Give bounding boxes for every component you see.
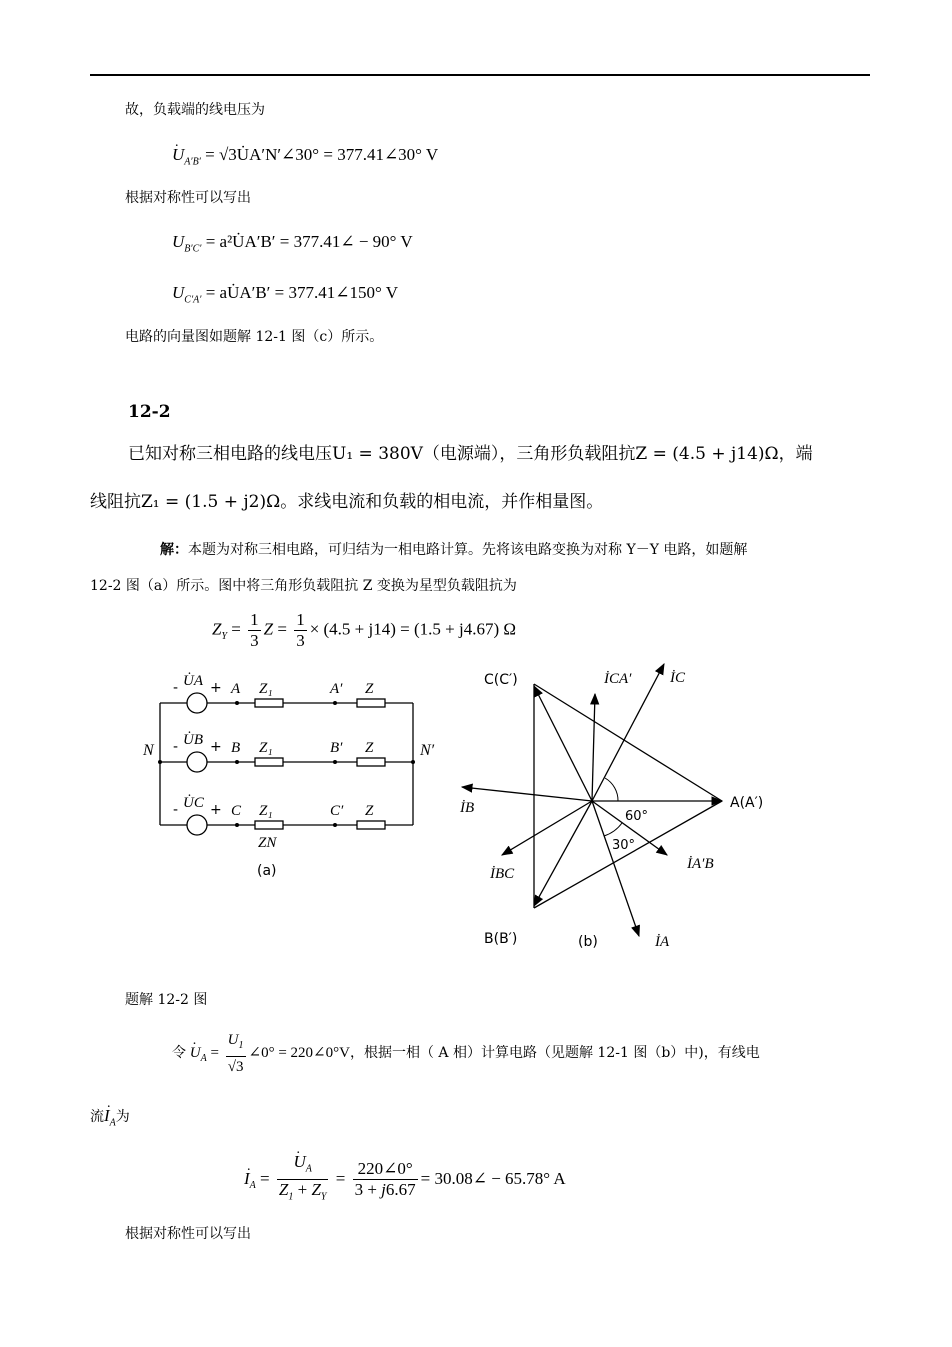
ling-text: 令 bbox=[172, 1044, 186, 1061]
current-ib-label: İB bbox=[460, 800, 475, 816]
solution-label: 解： bbox=[160, 542, 188, 558]
current-iab-label: İA′B bbox=[687, 856, 714, 872]
vertex-c-label: C(C′) bbox=[484, 672, 518, 688]
z-label-c: Z bbox=[365, 803, 374, 819]
zn-label: ZN bbox=[258, 835, 277, 851]
node-bprime-label: B′ bbox=[330, 740, 343, 756]
plus-sign-b: + bbox=[210, 739, 222, 755]
equation-uab: . $U_{A'B'}$ = √3U̇A′N′∠30° = 377.41∠30° V bbox=[172, 143, 438, 174]
equation-zy: $Z_Y$ = $\frac{1}{3}$ Z = $\frac{1}{3}$ × (4.5 + j14) = (1.5 + j4.67) Ω bbox=[212, 610, 517, 650]
angle-30-label: 30° bbox=[612, 838, 636, 853]
minus-sign-b: - bbox=[173, 739, 179, 755]
equation-ubc-rhs: = a²U̇A′B′ = 377.41∠ − 90° V bbox=[205, 232, 413, 251]
vertex-b-label: B(B′) bbox=[484, 931, 518, 947]
node-nprime-label: N′ bbox=[420, 742, 435, 759]
angle-60-label: 60° bbox=[625, 809, 649, 824]
text-line-current: 流. $I_A$为 bbox=[90, 1104, 130, 1135]
phasor-diagram bbox=[452, 650, 792, 955]
text-line-load-voltage: 故，负载端的线电压为 bbox=[125, 102, 265, 118]
equation-uca: $U_{C'A'}$ = aU̇A′B′ = 377.41∠150° V bbox=[172, 283, 398, 306]
plus-sign-c: + bbox=[210, 802, 222, 818]
header-rule bbox=[90, 74, 870, 76]
current-ica-label: İCA′ bbox=[604, 671, 632, 687]
current-ibc-label: İBC bbox=[490, 866, 515, 882]
z-label-b: Z bbox=[365, 740, 374, 756]
node-n-label: N bbox=[143, 742, 154, 759]
z-label-a: Z bbox=[365, 681, 374, 697]
equation-ua-rhs: ∠0° = 220∠0°V bbox=[248, 1044, 350, 1061]
equation-ia-rhs: = 30.08∠ − 65.78° A bbox=[420, 1168, 566, 1188]
node-c-label: C bbox=[231, 803, 242, 819]
equation-uab-rhs: = √3U̇A′N′∠30° = 377.41∠30° V bbox=[205, 145, 439, 164]
source-ub-label: U̇B bbox=[183, 732, 203, 748]
equation-ia: . $I_A$ = . $\frac{U_A}{Z_1 + Z_Y}$ = $\frac{220\angle 0^\circ}{3 + j6.67}$ = 30.08∠ − 65.78° A bbox=[244, 1152, 566, 1208]
equation-ubc: $U_{B'C'}$ = a²U̇A′B′ = 377.41∠ − 90° V bbox=[172, 232, 413, 255]
plus-sign-a: + bbox=[210, 680, 222, 696]
text-line-vector-figure: 电路的向量图如题解 12-1 图（c）所示。 bbox=[125, 329, 384, 345]
vertex-a-label: A(A′) bbox=[730, 795, 764, 811]
node-b-label: B bbox=[231, 740, 241, 756]
node-aprime-label: A′ bbox=[330, 681, 343, 697]
figure-b-caption: (b) bbox=[578, 934, 598, 950]
figure-caption: 题解 12-2 图 bbox=[125, 992, 208, 1008]
text-line-one-phase: ，根据一相（ A 相）计算电路（见题解 12-1 图（b）中)，有线电 bbox=[349, 1044, 760, 1061]
equation-uca-rhs: = aU̇A′B′ = 377.41∠150° V bbox=[205, 283, 398, 302]
node-cprime-label: C′ bbox=[330, 803, 344, 819]
solution-line-1 bbox=[160, 540, 747, 560]
source-ua-label: U̇A bbox=[183, 673, 203, 689]
current-ia-label: İA bbox=[655, 934, 670, 950]
node-a-label: A bbox=[231, 681, 241, 697]
question-line-2: 线阻抗Z₁ = (1.5 + j2)Ω。求线电流和负载的相电流，并作相量图。 bbox=[90, 492, 604, 512]
minus-sign-c: - bbox=[173, 802, 179, 818]
z1-label-b: Z₁ bbox=[259, 740, 273, 756]
question-line-1: 已知对称三相电路的线电压U₁ = 380V（电源端），三角形负载阻抗Z = (4.5 + j14)Ω，端 bbox=[128, 444, 813, 464]
circuit-diagram bbox=[135, 655, 445, 885]
text-line-symmetry-2: 根据对称性可以写出 bbox=[125, 1226, 251, 1242]
figure-a-caption: (a) bbox=[257, 863, 277, 879]
solution-line-2: 12-2 图（a）所示。图中将三角形负载阻抗 Z 变换为星型负载阻抗为 bbox=[90, 578, 517, 594]
current-ic-label: İC bbox=[670, 670, 685, 686]
z1-label-c: Z₁ bbox=[259, 803, 273, 819]
solution-text-1: 本题为对称三相电路，可归结为一相电路计算。先将该电路变换为对称 Y－Y 电路，如题解 bbox=[188, 542, 748, 558]
source-uc-label: U̇C bbox=[183, 795, 204, 811]
section-heading: 12-2 bbox=[128, 402, 171, 422]
text-wei: 为 bbox=[115, 1109, 130, 1125]
minus-sign-a: - bbox=[173, 680, 179, 696]
z1-label-a: Z₁ bbox=[259, 681, 273, 697]
equation-zy-rhs: × (4.5 + j14) = (1.5 + j4.67) Ω bbox=[309, 619, 517, 639]
equation-ua-line: 令 . $U_A$ = $\frac{U_1}{√3}$ ∠0° = 220∠0°V，根据一相（ A 相）计算电路（见题解 12-1 图（b）中)，有线电 bbox=[172, 1030, 760, 1077]
text-liu: 流 bbox=[90, 1109, 104, 1125]
text-line-symmetry: 根据对称性可以写出 bbox=[125, 190, 251, 206]
